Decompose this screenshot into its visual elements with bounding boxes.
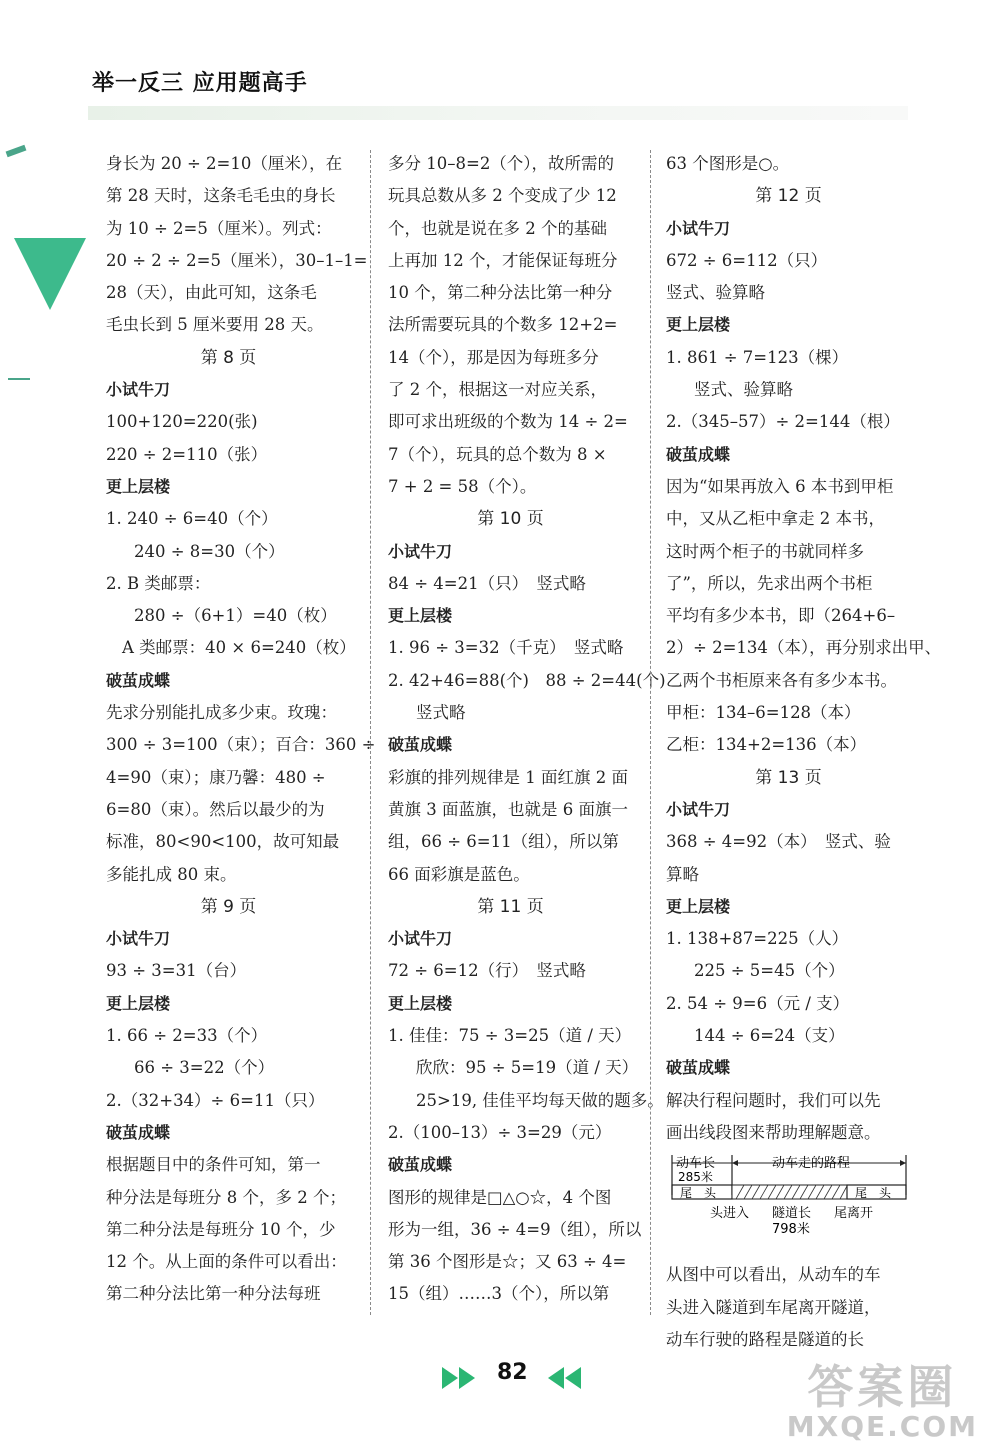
answer-line: 7 + 2 = 58（个）。: [388, 476, 537, 496]
answer-line: 2）÷ 2=134（本），再分别求出甲、: [666, 638, 942, 658]
train-length-label: 动车长: [676, 1156, 716, 1172]
answer-line: 2. B 类邮票：: [106, 573, 211, 593]
line-segment-diagram: [666, 1153, 911, 1253]
answer-line: 1. 66 ÷ 2=33（个）: [106, 1026, 268, 1046]
answer-line: 解决行程问题时，我们可以先: [666, 1090, 881, 1110]
path-label: 动车走的路程: [772, 1156, 851, 1172]
answer-line: 上再加 12 个，才能保证每班分: [388, 250, 618, 270]
section-heading: 破茧成蝶: [666, 444, 731, 464]
section-heading: 小试牛刀: [388, 929, 453, 949]
section-heading: 小试牛刀: [388, 541, 453, 561]
watermark-bottom: MXQE.COM: [786, 1410, 978, 1443]
answer-line: 玩具总数从多 2 个变成了少 12: [388, 186, 617, 206]
answer-line: 2.（32+34）÷ 6=11（只）: [106, 1090, 325, 1110]
answer-line: 368 ÷ 4=92（本） 竖式、验: [666, 832, 891, 852]
section-heading: 小试牛刀: [106, 929, 171, 949]
decorative-triangle: [14, 238, 86, 310]
answer-line: 14（个），那是因为每班多分: [388, 347, 599, 367]
section-heading: 小试牛刀: [106, 380, 171, 400]
answer-line: 1. 96 ÷ 3=32（千克） 竖式略: [388, 638, 624, 658]
answer-line: 25>19, 佳佳平均每天做的题多。: [416, 1090, 664, 1110]
section-heading: 更上层楼: [666, 896, 731, 916]
column-right-top: [666, 148, 942, 1149]
answer-line: 这时两个柜子的书就同样多: [666, 541, 864, 561]
tunnel-length-label: 隧道长: [772, 1206, 812, 1222]
answer-line: 图形的规律是□△○☆，4 个图: [388, 1187, 612, 1207]
answer-line: 66 ÷ 3=22（个）: [134, 1058, 275, 1078]
answer-line: 28（天），由此可知，这条毛: [106, 283, 317, 303]
answer-line: 了 2 个，根据这一对应关系，: [388, 380, 607, 400]
answer-line: 第 28 天时，这条毛毛虫的身长: [106, 186, 336, 206]
decorative-mark: [6, 145, 27, 157]
answer-line: 1. 138+87=225（人）: [666, 929, 849, 949]
answer-line: 平均有多少本书，即（264+6–: [666, 606, 896, 626]
answer-line: 身长为 20 ÷ 2=10（厘米），在: [106, 154, 343, 173]
answer-line: 即可求出班级的个数为 14 ÷ 2=: [388, 412, 628, 432]
answer-line: 了”，所以，先求出两个书柜: [666, 573, 873, 593]
column-divider: [650, 150, 651, 1315]
page-heading: 第 12 页: [755, 186, 822, 207]
train-tail-head-left: 尾 头: [680, 1186, 717, 1201]
watermark: [787, 1362, 978, 1442]
answer-line: 1. 240 ÷ 6=40（个）: [106, 509, 278, 529]
section-heading: 破茧成蝶: [106, 1122, 171, 1142]
answer-line: 第二种分法是每班分 10 个，少: [106, 1219, 336, 1239]
column-right: [666, 148, 942, 1356]
answer-line: 280 ÷（6+1）=40（枚）: [134, 606, 337, 626]
section-heading: 更上层楼: [388, 993, 453, 1013]
answer-line: 63 个图形是○。: [666, 154, 790, 173]
section-heading: 破茧成蝶: [388, 1155, 453, 1175]
column-right-bottom: [666, 1259, 911, 1356]
answer-line: 84 ÷ 4=21（只） 竖式略: [388, 573, 586, 593]
answer-line: 240 ÷ 8=30（个）: [134, 541, 285, 561]
answer-line: 组，66 ÷ 6=11（组），所以第: [388, 832, 619, 852]
answer-line: 黄旗 3 面蓝旗，也就是 6 面旗一: [388, 799, 628, 819]
backward-arrows-icon: [545, 1365, 585, 1391]
answer-line: 72 ÷ 6=12（行） 竖式略: [388, 961, 586, 981]
answer-line: 乙柜：134+2=136（本）: [666, 735, 867, 755]
train-length-value: 285米: [678, 1170, 713, 1185]
page-number: 82: [497, 1360, 528, 1385]
watermark-top: 答案圈: [807, 1360, 958, 1414]
section-heading: 破茧成蝶: [106, 670, 171, 690]
answer-line: 93 ÷ 3=31（台）: [106, 961, 247, 981]
answer-line: 66 面彩旗是蓝色。: [388, 864, 530, 884]
answer-line: 7（个），玩具的总个数为 8 ×: [388, 444, 607, 464]
answer-line: 动车行驶的路程是隧道的长: [666, 1329, 864, 1349]
forward-arrows-icon: [440, 1365, 480, 1391]
answer-line: 个，也就是说在多 2 个的基础: [388, 218, 607, 238]
answer-line: 画出线段图来帮助理解题意。: [666, 1122, 881, 1142]
page-heading: 第 9 页: [200, 896, 257, 917]
answer-line: 因为“如果再放入 6 本书到甲柜: [666, 476, 894, 496]
page-heading: 第 10 页: [477, 509, 544, 530]
answer-line: 10 个，第二种分法比第一种分: [388, 283, 613, 303]
answer-line: 2. 42+46=88(个) 88 ÷ 2=44(个): [388, 670, 666, 690]
section-heading: 更上层楼: [666, 315, 731, 335]
section-heading: 小试牛刀: [666, 218, 731, 238]
column-middle: [388, 148, 666, 1311]
answer-line: 竖式略: [416, 703, 466, 723]
train-tail-head-right: 尾 头: [855, 1186, 892, 1201]
answer-line: 根据题目中的条件可知，第一: [106, 1155, 321, 1175]
section-heading: 更上层楼: [106, 993, 171, 1013]
head-enter-label: 头进入: [710, 1206, 750, 1222]
section-heading: 更上层楼: [388, 606, 453, 626]
answer-line: 甲柜：134–6=128（本）: [666, 703, 861, 723]
answer-line: 多分 10–8=2（个），故所需的: [388, 154, 615, 173]
answer-line: 算略: [666, 864, 699, 884]
answer-line: 第二种分法比第一种分法每班: [106, 1284, 321, 1304]
answer-line: 中，又从乙柜中拿走 2 本书，: [666, 509, 885, 529]
tail-leave-label: 尾离开: [834, 1206, 874, 1222]
answer-line: 竖式、验算略: [694, 380, 793, 400]
tunnel-length-value: 798米: [772, 1222, 810, 1238]
answer-line: 乙两个书柜原来各有多少本书。: [666, 670, 897, 690]
answer-line: 竖式、验算略: [666, 283, 765, 303]
answer-line: 672 ÷ 6=112（只）: [666, 250, 828, 270]
section-heading: 破茧成蝶: [388, 735, 453, 755]
answer-line: 1. 861 ÷ 7=123（棵）: [666, 347, 849, 367]
header-rule: [88, 106, 908, 120]
answer-line: 标准，80<90<100，故可知最: [106, 832, 340, 852]
answer-line: A 类邮票：40 × 6=240（枚）: [122, 638, 356, 658]
answer-line: 为 10 ÷ 2=5（厘米）。列式：: [106, 218, 332, 238]
answer-line: 毛虫长到 5 厘米要用 28 天。: [106, 315, 324, 335]
section-heading: 小试牛刀: [666, 799, 731, 819]
answer-line: 1. 佳佳：75 ÷ 3=25（道 / 天）: [388, 1026, 632, 1046]
answer-line: 15（组）……3（个），所以第: [388, 1284, 610, 1304]
answer-line: 2.（100–13）÷ 3=29（元）: [388, 1122, 612, 1142]
header-title: 举一反三 应用题高手: [92, 71, 308, 96]
page-heading: 第 13 页: [755, 767, 822, 788]
page-heading: 第 11 页: [477, 896, 544, 917]
answer-line: 100+120=220(张): [106, 412, 258, 432]
page-heading: 第 8 页: [200, 347, 257, 368]
answer-line: 多能扎成 80 束。: [106, 864, 237, 884]
answer-line: 220 ÷ 2=110（张）: [106, 444, 268, 464]
answer-line: 12 个。从上面的条件可以看出：: [106, 1252, 347, 1272]
answer-line: 法所需要玩具的个数多 12+2=: [388, 315, 618, 335]
answer-line: 20 ÷ 2 ÷ 2=5（厘米），30–1–1=: [106, 250, 368, 270]
answer-line: 种分法是每班分 8 个，多 2 个；: [106, 1187, 346, 1207]
answer-line: 形为一组，36 ÷ 4=9（组），所以: [388, 1219, 642, 1239]
answer-line: 先求分别能扎成多少束。玫瑰：: [106, 703, 337, 723]
answer-line: 彩旗的排列规律是 1 面红旗 2 面: [388, 767, 628, 787]
answer-line: 2. 54 ÷ 9=6（元 / 支）: [666, 993, 850, 1013]
answer-line: 从图中可以看出，从动车的车: [666, 1265, 881, 1285]
answer-line: 2.（345–57）÷ 2=144（根）: [666, 412, 900, 432]
decorative-mark: [8, 378, 30, 380]
answer-line: 4=90（束）；康乃馨：480 ÷: [106, 767, 326, 787]
answer-line: 欣欣：95 ÷ 5=19（道 / 天）: [416, 1058, 639, 1078]
column-divider: [370, 150, 371, 1315]
answer-line: 6=80（束）。然后以最少的为: [106, 799, 325, 819]
section-heading: 更上层楼: [106, 476, 171, 496]
section-heading: 破茧成蝶: [666, 1058, 731, 1078]
answer-line: 300 ÷ 3=100（束）；百合：360 ÷: [106, 735, 376, 755]
column-left: [106, 148, 376, 1311]
answer-line: 头进入隧道到车尾离开隧道，: [666, 1297, 881, 1317]
answer-line: 225 ÷ 5=45（个）: [694, 961, 845, 981]
answer-line: 第 36 个图形是☆；又 63 ÷ 4=: [388, 1252, 627, 1272]
answer-line: 144 ÷ 6=24（支）: [694, 1026, 845, 1046]
